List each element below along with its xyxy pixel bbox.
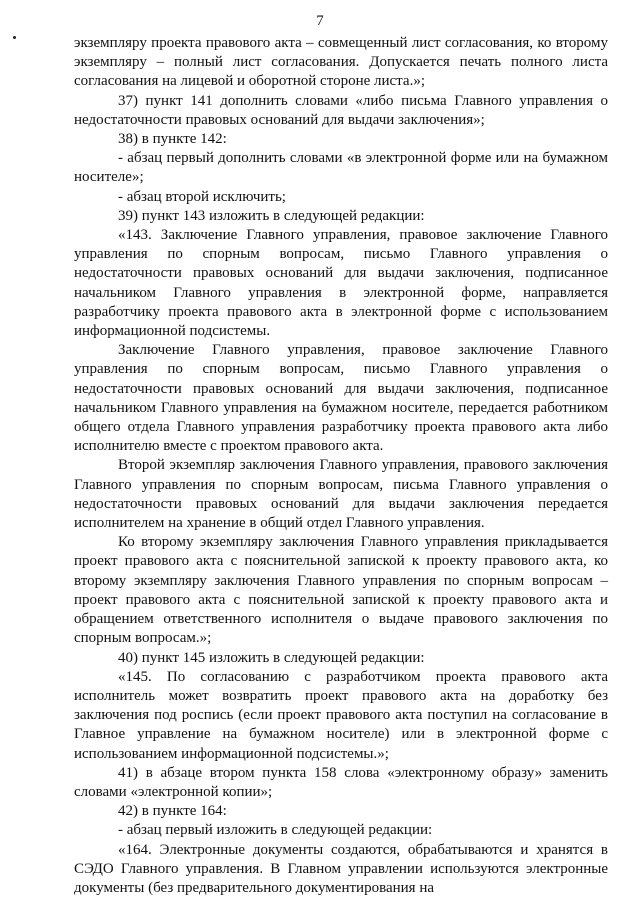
- paragraph: - абзац первый изложить в следующей редакции:: [118, 822, 433, 839]
- paragraph: Заключение Главного управления, правовое заключение Главного управления по спорным вопросам, письмо Главного управления о недостаточности правовых оснований для выдачи заключения, подписанное начальником Главного управления на бумажном носителе, передается работником общего отдела Главного управления разработчику проекта правового акта либо исполнителю вместе с проектом правового акта.: [74, 342, 608, 455]
- paragraph: 40) пункт 145 изложить в следующей редакции:: [118, 649, 425, 666]
- paragraph: 39) пункт 143 изложить в следующей редакции:: [118, 207, 425, 224]
- paragraph: 41) в абзаце втором пункта 158 слова «электронному образу» заменить словами «электронной копии»;: [74, 764, 608, 800]
- paragraph: 37) пункт 141 дополнить словами «либо письма Главного управления о недостаточности правовых оснований для выдачи заключения»;: [74, 92, 608, 128]
- paragraph: Ко второму экземпляру заключения Главного управления прикладывается проект правового акта с пояснительной запиской к проекту правового акта, ко второму экземпляру заключения Главного управления по спорным вопросам – проект правового акта с пояснительной запиской к проекту правового акта и обращением ответственного исполнителя о выдаче правового заключения по спорным вопросам.»;: [74, 534, 608, 647]
- paragraph: «164. Электронные документы создаются, обрабатываются и хранятся в СЭДО Главного управления. В Главном управлении используются электронные документы (без предварительного документирования на: [74, 841, 608, 896]
- paragraph: - абзац второй исключить;: [118, 188, 286, 205]
- margin-dot: [13, 36, 16, 39]
- paragraph: «143. Заключение Главного управления, правовое заключение Главного управления по спорным вопросам, письмо Главного управления о недостаточности правовых оснований для выдачи заключения, подписанное начальником Главного управления в электронной форме, направляется разработчику проекта правового акта в электронной форме с использованием информационной подсистемы.: [74, 227, 608, 340]
- paragraph: «145. По согласованию с разработчиком проекта правового акта исполнитель может возвратить проект правового акта на доработку без заключения под роспись (если проект правового акта поступил на согласование в Главное управление на бумажном носителе) или в электронной форме с использованием информационной подсистемы.»;: [74, 668, 608, 762]
- paragraph: 38) в пункте 142:: [118, 131, 227, 148]
- document-body: [74, 34, 608, 898]
- paragraph: 42) в пункте 164:: [118, 803, 227, 820]
- page-number: 7: [316, 13, 324, 29]
- paragraph: - абзац первый дополнить словами «в электронной форме или на бумажном носителе»;: [74, 150, 608, 186]
- paragraph: экземпляру проекта правового акта – совмещенный лист согласования, ко второму экземпляру – полный лист согласования. Допускается печать полного листа согласования на лицевой и оборотной стороне листа.»;: [74, 35, 608, 90]
- paragraph: Второй экземпляр заключения Главного управления, правового заключения Главного управления по спорным вопросам, письма Главного управления о недостаточности правовых оснований для выдачи заключения передается исполнителем на хранение в общий отдел Главного управления.: [74, 457, 608, 532]
